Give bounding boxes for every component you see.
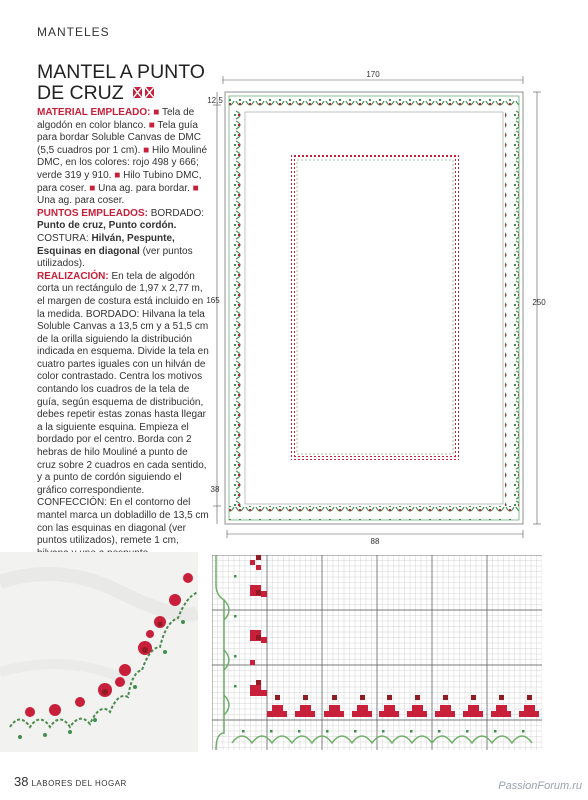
watermark: PassionForum.ru	[498, 780, 582, 792]
layout-diagram	[205, 70, 550, 550]
bullet-square: ■	[89, 182, 96, 194]
section-label: MANTELES	[37, 25, 110, 39]
stitches-text: (ver puntos utilizados).	[37, 245, 193, 270]
dim-margin-label: 12,5	[207, 96, 223, 105]
materials-item: Hilo Mouliné DMC, en los colores: rojo 498 y 666; verde 319 y 910.	[37, 144, 208, 181]
dim-inner-height-label: 165	[206, 296, 220, 305]
materials-item: Tela guía para bordar Soluble Canvas de DMC (5,5 cuadros por 1 cm).	[37, 119, 201, 156]
materials-paragraph	[37, 107, 209, 208]
dim-bottom-offset-label: 38	[210, 485, 220, 494]
cross-stitch-chart	[212, 555, 542, 755]
garland-border-right	[505, 110, 519, 506]
materials-item: Tela de algodón en color blanco.	[37, 107, 195, 131]
page-footer	[14, 774, 127, 789]
page-number: 38	[14, 774, 29, 789]
article-body	[37, 107, 209, 560]
garland-border-bottom	[229, 506, 519, 520]
bullet-square: ■	[148, 119, 155, 131]
materials-label: MATERIAL EMPLEADO:	[37, 107, 151, 118]
stitches-paragraph	[37, 208, 209, 271]
garland-border-left	[229, 110, 243, 506]
materials-item: Una ag. para bordar.	[95, 182, 193, 194]
materials-item: Hilo Tubino DMC, para coser.	[37, 169, 202, 194]
instructions-label: REALIZACIÓN:	[37, 270, 109, 282]
cross-stitch-icon	[132, 83, 156, 104]
bullet-square: ■	[114, 169, 121, 181]
materials-item: Una ag. para coser.	[37, 195, 125, 207]
magazine-name: LABORES DEL HOGAR	[31, 779, 127, 788]
dim-inner-width-label: 88	[370, 537, 380, 546]
bullet-square: ■	[153, 107, 160, 118]
title-line-2: DE CRUZ	[37, 82, 124, 104]
stitches-text: COSTURA:	[37, 232, 92, 244]
instructions-text: En tela de algodón corta un rectángulo de 1,97 x 2,77 m, el margen de costura está incluido en la medida. BORDADO: Hilvana la tela Soluble Canvas a 13,5 cm y a 51,5 cm de la orilla siguiendo la distribución indicada en esquema. Divide la tela en cuatro partes iguales con un hilván de color contrastado. Centra los motivos contando los cuadros de la tela de guía, según esquema de distribución, debes repetir estas zonas hasta llegar a la siguiente esquina. Empieza el bordado por el centro. Borda con 2 hebras de hilo Mouliné a punto de cruz sobre 2 cuadros en cada sentido, y a punto de cordón siguiendo el gráfico correspondiente. CONFECCIÓN: En el contorno del mantel marca un dobladillo de 13,5 cm con las esquinas en diagonal (ver puntos utilizados), remete 1 cm,	[37, 270, 209, 547]
instructions-paragraph	[37, 271, 209, 561]
embroidery-photo	[0, 552, 198, 752]
article-title	[37, 62, 227, 104]
dim-width-label: 170	[366, 70, 380, 79]
stitches-label: PUNTOS EMPLEADOS:	[37, 207, 148, 219]
bullet-square: ■	[143, 144, 150, 156]
stitches-text: BORDADO:	[147, 207, 205, 219]
title-line-1: MANTEL A PUNTO	[37, 61, 205, 83]
stitches-bold: Hilván, Pespunte, Esquinas en diagonal	[37, 232, 175, 257]
garland-border-top	[229, 96, 519, 110]
dim-outer-height-label: 250	[532, 298, 546, 307]
stitches-bold: Punto de cruz, Punto cordón.	[37, 220, 177, 232]
bullet-square: ■	[192, 182, 199, 194]
